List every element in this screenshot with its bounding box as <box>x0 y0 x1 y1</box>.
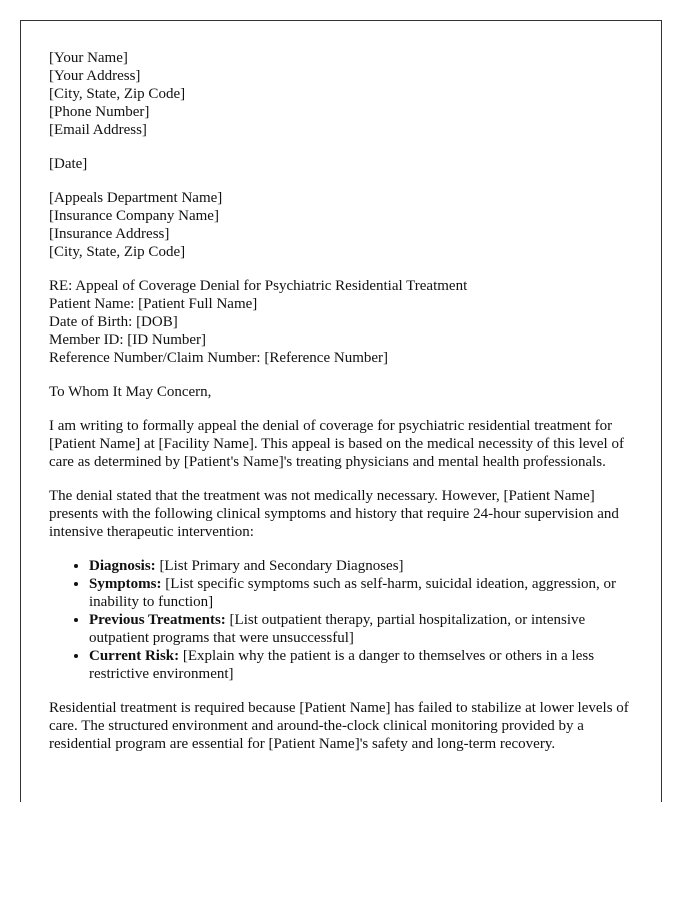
list-item <box>89 647 634 683</box>
paragraph-1: I am writing to formally appeal the denial of coverage for psychiatric residential treatment for [Patient Name] at [Facility Name]. This appeal is based on the medical necessity of this level of care as determined by [Patient's Name]'s treating physicians and mental health professionals. <box>49 418 624 470</box>
list-item <box>89 611 634 647</box>
sender-city: [City, State, Zip Code] <box>49 86 186 102</box>
re-subject: RE: Appeal of Coverage Denial for Psychiatric Residential Treatment <box>49 278 468 294</box>
sender-block <box>49 49 634 139</box>
sender-email: [Email Address] <box>49 122 147 138</box>
date: [Date] <box>49 156 88 172</box>
item-text: [List outpatient therapy, partial hospitalization, or intensive outpatient programs that were unsuccessful] <box>89 612 586 646</box>
re-patient-name: Patient Name: [Patient Full Name] <box>49 296 258 312</box>
sender-address: [Your Address] <box>49 68 141 84</box>
list-item <box>89 575 634 611</box>
paragraph-2: The denial stated that the treatment was not medically necessary. However, [Patient Name] presents with the following clinical symptoms and history that require 24-hour supervision and intensive therapeutic intervention: <box>49 488 619 540</box>
item-text: [Explain why the patient is a danger to themselves or others in a less restrictive environment] <box>89 648 595 682</box>
recipient-company: [Insurance Company Name] <box>49 208 219 224</box>
item-label: Previous Treatments: <box>89 612 226 628</box>
recipient-department: [Appeals Department Name] <box>49 190 223 206</box>
paragraph-3: Residential treatment is required because [Patient Name] has failed to stabilize at lower levels of care. The structured environment and around-the-clock clinical monitoring provided by a residential program are essential for [Patient Name]'s safety and long-term recovery. <box>49 700 629 752</box>
re-block <box>49 277 634 367</box>
sender-phone: [Phone Number] <box>49 104 150 120</box>
letter-page <box>20 20 662 802</box>
re-dob: Date of Birth: [DOB] <box>49 314 178 330</box>
sender-name: [Your Name] <box>49 50 128 66</box>
salutation: To Whom It May Concern, <box>49 384 212 400</box>
clinical-list <box>49 557 634 683</box>
recipient-address: [Insurance Address] <box>49 226 170 242</box>
item-text: [List specific symptoms such as self-harm, suicidal ideation, aggression, or inability to function] <box>89 576 616 610</box>
item-label: Symptoms: <box>89 576 162 592</box>
recipient-city: [City, State, Zip Code] <box>49 244 186 260</box>
list-item <box>89 557 634 575</box>
re-reference: Reference Number/Claim Number: [Reference Number] <box>49 350 389 366</box>
item-label: Current Risk: <box>89 648 180 664</box>
item-text: [List Primary and Secondary Diagnoses] <box>155 558 404 574</box>
item-label: Diagnosis: <box>89 558 156 574</box>
recipient-block <box>49 189 634 261</box>
re-member-id: Member ID: [ID Number] <box>49 332 207 348</box>
